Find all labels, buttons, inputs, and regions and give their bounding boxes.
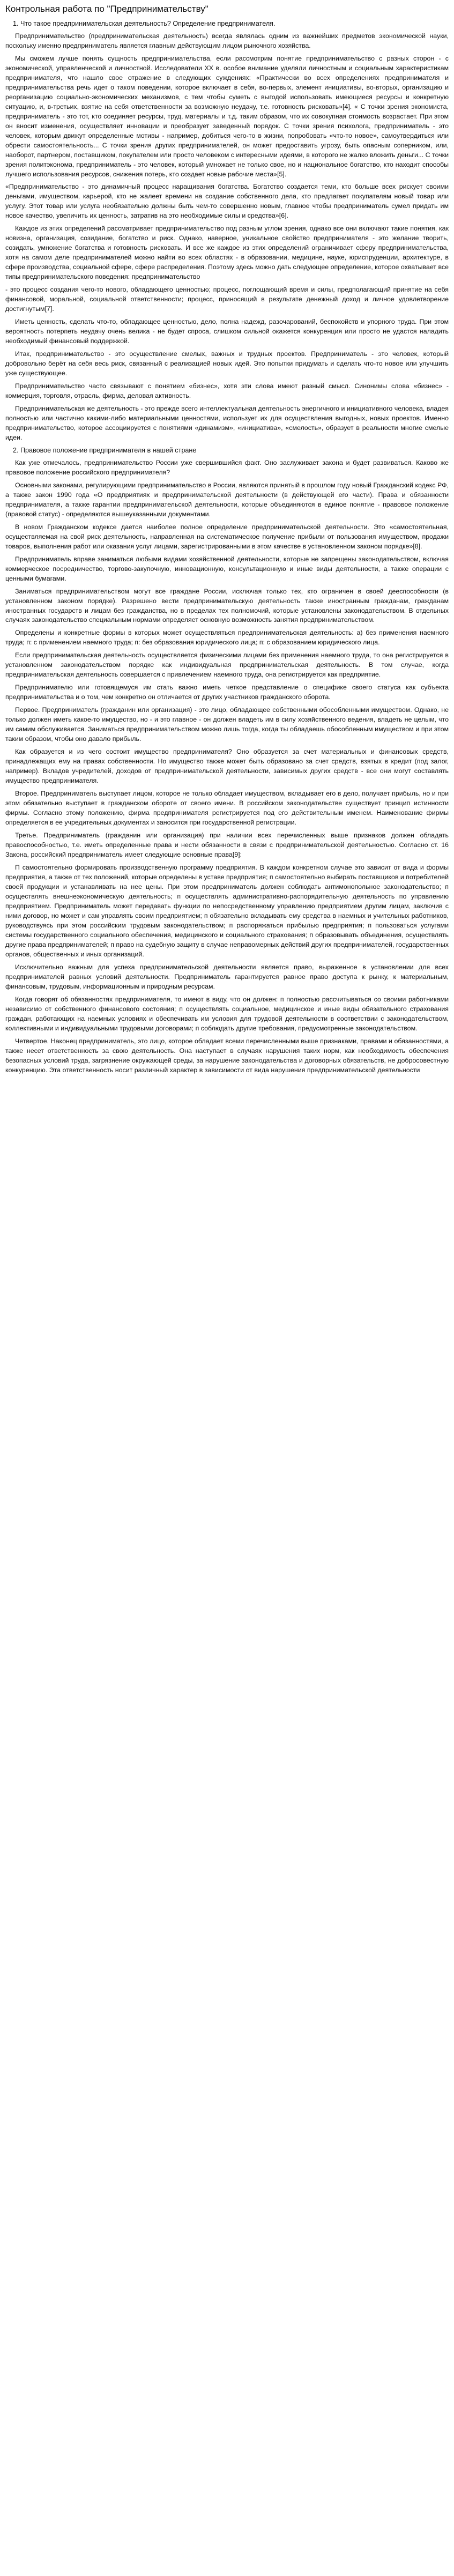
paragraph: Четвертое. Наконец предприниматель, это лицо, которое обладает всеми перечисленными выше признаками, правами и обязанностями, а также несет ответственность за свою деятельность. Она наступает в случаях нарушения таких норм, как необходимость обеспечения безопасных условий труда, загрязнение окружающей среды, за нарушение законодательства и договорных обязательств, не добросовестную конкуренцию. Эта ответственность носит различный характер в зависимости от вида нарушения предпринимательской деятельности (5, 1037, 449, 1074)
paragraph: Как образуется и из чего состоит имущество предпринимателя? Оно образуется за счет материальных и финансовых средств, принадлежащих ему на правах собственности. Но имущество также может быть образовано за счет средств, взятых в кредит (под залог, например). Вкладов учредителей, доходов от предпринимательской деятельности, зависимых других средств - все они могут составлять имущество предпринимателя. (5, 748, 449, 785)
paragraph: Предприниматель вправе заниматься любыми видами хозяйственной деятельности, которые не запрещены законодательством, включая коммерческое посредничество, торгово-закупочную, инновационную, консультационную и иные виды деятельности, а также операции с ценными бумагами. (5, 555, 449, 582)
section-heading-2: 2. Правовое положение предпринимателя в нашей стране (13, 447, 197, 455)
paragraph: Когда говорят об обязанностях предпринимателя, то имеют в виду, что он должен: п полностью рассчитываться со своими работниками независимо от собственного финансового состояния; п осуществлять социальное, медицинское и иные виды обязательного страхования граждан, работающих на наемных условиях и обеспечивать им условия для трудовой деятельности в соответствии с законодательством, коллективными и индивидуальными трудовыми договорами; п соблюдать другие требования, предусмотренные законодательством. (5, 995, 449, 1032)
document-page (0, 0, 454, 1084)
paragraph: Предпринимательская же деятельность - это прежде всего интеллектуальная деятельность энергичного и инициативного человека, владея полностью или частично какими-либо материальными ценностями, использует их для осуществления выгодных, новых проектов. Именно предпринимательство, которое ассоциируется с понятиями «динамизм», «инициатива», «смелость», образует в реальности многие смелые идеи. (5, 405, 449, 442)
paragraph: Если предпринимательская деятельность осуществляется физическими лицами без применения наемного труда, то она регистрируется в установленном законодательством порядке как индивидуальная предпринимательская деятельность. В том случае, когда предпринимательская деятельность совершается с привлечением наемного труда, она регистрируется как предприятие. (5, 651, 449, 679)
paragraph: Заниматься предпринимательством могут все граждане России, исключая только тех, кто ограничен в своей дееспособности (в установленном законом порядке). Разрешено вести предпринимательскую деятельность также иностранным гражданам, гражданам иностранных государств и лицам без гражданства, но в пределах тех полномочий, которые установлены законодательством. В отдельных случаях законодательство специальным нормами определяет основную возможность занятия предпринимательством. (5, 587, 449, 624)
paragraph: Основными законами, регулирующими предпринимательство в России, являются принятый в прошлом году новый Гражданский кодекс РФ, а также закон 1990 года «О предприятиях и предпринимательской деятельности (в действующей его части). Права и обязанности предпринимателя, а также гарантии предпринимательской деятельности, которые объединяются в единое понятие - правовое положение (правовой статус) - определяются вышеуказанными документами. (5, 481, 449, 518)
document-title: Контрольная работа по "Предпринимательству" (5, 4, 209, 14)
paragraph: Второе. Предприниматель выступает лицом, которое не только обладает имуществом, вкладывает его в дело, получает прибыль, но и при этом обязательно выступает в гражданском обороте от своего имени. В российском законодательстве существует принцип истинности фирмы. Согласно этому положению, фирма предпринимателя регистрируется под его действительным именем. Наименование фирмы определяется в ее учредительных документах и заносится при государственной регистрации. (5, 790, 449, 827)
paragraph: «Предпринимательство - это динамичный процесс наращивания богатства. Богатство создается теми, кто больше всех рискует своими деньгами, имуществом, карьерой, кто не жалеет времени на создание собственного дела, кто предлагает покупателям новый товар или услугу. Этот товар или услуга необязательно должны быть чем-то совершенно новым, главное чтобы предприниматель сумел придать им новое качество, увеличить их ценность, затратив на это необходимые силы и средства»[6]. (5, 183, 449, 220)
paragraph: Предпринимательство (предпринимательская деятельность) всегда являлась одним из важнейших предметов экономической науки, поскольку именно предприниматель является главным действующим лицом рыночного хозяйства. (5, 32, 449, 49)
paragraph: Исключительно важным для успеха предпринимательской деятельности является право, выраженное в установлении для всех предпринимателей равных условий деятельности. Предприниматель гарантируется равное право доступа к рынку, к материальным, финансовым, трудовым, информационным и природным ресурсам. (5, 963, 449, 990)
paragraph: - это процесс создания чего-то нового, обладающего ценностью; процесс, поглощающий время и силы, предполагающий принятие на себя финансовой, моральной, социальной ответственности; процесс, приносящий в результате денежный доход и личное удовлетворение достигнутым[7]. (5, 286, 449, 313)
paragraph: Мы сможем лучше понять сущность предпринимательства, если рассмотрим понятие предпринимательство с разных сторон - с экономической, управленческой и личностной. Исследователи XX в. особое внимание уделяли личностным и социальным характеристикам предпринимателя, что нашло свое отражение в следующих суждениях: «Практически во всех определениях предпринимателя и предпринимательства речь идет о таком поведении, которое включает в себя, во-первых, элемент инициативы, во-вторых, организацию и реорганизацию социально-экономических механизмов, с тем чтобы суметь с выгодой использовать имеющиеся ресурсы и конкретную ситуацию, и, в-третьих, взятие на себя ответственности за возможную неудачу, т.е. готовность рисковать»[4]. « С точки зрения экономиста, предприниматель - это тот, кто соединяет ресурсы, труд, материалы и т.д. таким образом, что их совокупная стоимость возрастает. При этом он вносит изменения, осуществляет инновации и преобразует заведенный порядок. С точки зрения психолога, предприниматель - это человек, которым движут определенные мотивы - например, добиться чего-то в жизни, попробовать «что-то новое», самоутвердиться или обрести самостоятельность... С точки зрения других предпринимателей, он может предоставить угрозу, быть опасным соперником, или, наоборот, партнером, поставщиком, покупателем или просто человеком с интересными идеями, в которого не жалко вложить деньги... С точки зрения политэконома, предприниматель - это человек, который умножает не только свое, но и национальное богатство, кто находит способы лучшего использования ресурсов, снижения потерь, кто создает новые рабочие места»[5]. (5, 54, 449, 178)
paragraph: П самостоятельно формировать производственную программу предприятия. В каждом конкретном случае это зависит от вида и формы предприятия, а также от тех положений, которые определены в уставе предприятия; п самостоятельно выбирать поставщиков и потребителей своей продукции и устанавливать на нее цены. При этом предприниматель должен соблюдать антимонопольное законодательство; п осуществлять внешнеэкономическую деятельность; п осуществлять административно-распорядительную деятельность по управлению предприятием. Предприниматель может передавать функции по непосредственному управлению предприятием другим лицам, заключив с ними договор, но может и сам управлять своим предприятием; п обязательно вкладывать ему средства в наемных и учительных работников, руководствуясь при этом российским трудовым законодательством; п распоряжаться прибылью предприятия; п пользоваться услугами системы государственного социального обеспечения, медицинского и социального страхования; п образовывать объединения, осуществлять другие права предпринимателей; п право на судебную защиту в случае неправомерных действий других предпринимателей, государственных органов, общественных и иных организаций. (5, 864, 449, 958)
paragraph: Иметь ценность, сделать что-то, обладающее ценностью, дело, полна надежд, разочарований, беспокойств и упорного труда. При этом вероятность потерпеть неудачу очень велика - не будет спроса, слишком сильной окажется конкуренция или просто не удастся наладить необходимый финансовый поддержкой. (5, 318, 449, 345)
paragraph: Первое. Предприниматель (гражданин или организация) - это лицо, обладающее собственными обособленными имуществом. Однако, не только должен иметь какое-то имущество, но - и это главное - он должен владеть им в силу хозяйственного ведения, владеть не целым, что им самим обслуживается. Заниматься предпринимательством можно лишь тогда, когда ты обладаешь обособленным имуществом и при этом таким образом, чтобы оно давало прибыль. (5, 706, 449, 743)
paragraph: Третье. Предприниматель (гражданин или организация) при наличии всех перечисленных выше признаков должен обладать правоспособностью, т.е. иметь определенные права и нести обязанности в связи с предпринимательской деятельностью. Согласно ст. 16 Закона, российский предприниматель имеет следующие основные права[9]: (5, 832, 449, 859)
section-heading-1: 1. Что такое предпринимательская деятельность? Определение предпринимателя. (13, 20, 276, 28)
paragraph: Предпринимателю или готовящемуся им стать важно иметь четкое представление о специфике своего статуса как субъекта предпринимательства и о том, чем конкретно он отличается от других участников гражданского оборота. (5, 684, 449, 701)
paragraph: В новом Гражданском кодексе дается наиболее полное определение предпринимательской деятельности. Это «самостоятельная, осуществляемая на свой риск деятельность, направленная на систематическое получение прибыли от пользования имуществом, продажи товаров, выполнения работ или оказания услуг лицами, зарегистрированными в этом качестве в установленном законом порядке»[8]. (5, 523, 449, 550)
paragraph: Каждое из этих определений рассматривает предпринимательство под разным углом зрения, однако все они включают такие понятия, как новизна, организация, созидание, богатство и риск. Однако, наверное, уникальное свойство предпринимателя - это желание творить, созидать, умножение богатства и готовность рисковать. И все же каждое из этих определений ограничивает сферу предпринимательства, хотя на самом деле предпринимателей можно найти во всех областях - в образовании, медицине, науке, юриспруденции, архитектуре, в сфере производства, социальной сфере, сфере распределения. Поэтому здесь можно дать следующее определение, которое охватывает все типы предпринимательского поведения: предпринимательство (5, 225, 449, 281)
paragraph: Как уже отмечалось, предпринимательство России уже свершившийся факт. Оно заслуживает закона и будет развиваться. Каково же правовое положение российского предпринимателя? (5, 458, 449, 476)
paragraph: Итак, предпринимательство - это осуществление смелых, важных и трудных проектов. Предприниматель - это человек, который добровольно берёт на себя весь риск, связанный с реализацией новых идей. Это попытки придумать и сделать что-то новое или улучшить уже существующее. (5, 350, 449, 377)
paragraph: Предпринимательство часто связывают с понятием «бизнес», хотя эти слова имеют разный смысл. Синонимы слова «бизнес» - коммерция, торговля, отрасль, фирма, деловая активность. (5, 382, 449, 400)
paragraph: Определены и конкретные формы в которых может осуществляться предпринимательская деятельность: а) без применения наемного труда; п: с применением наемного труда; п: без образования юридического лица; п: с образованием юридического лица. (5, 629, 449, 647)
